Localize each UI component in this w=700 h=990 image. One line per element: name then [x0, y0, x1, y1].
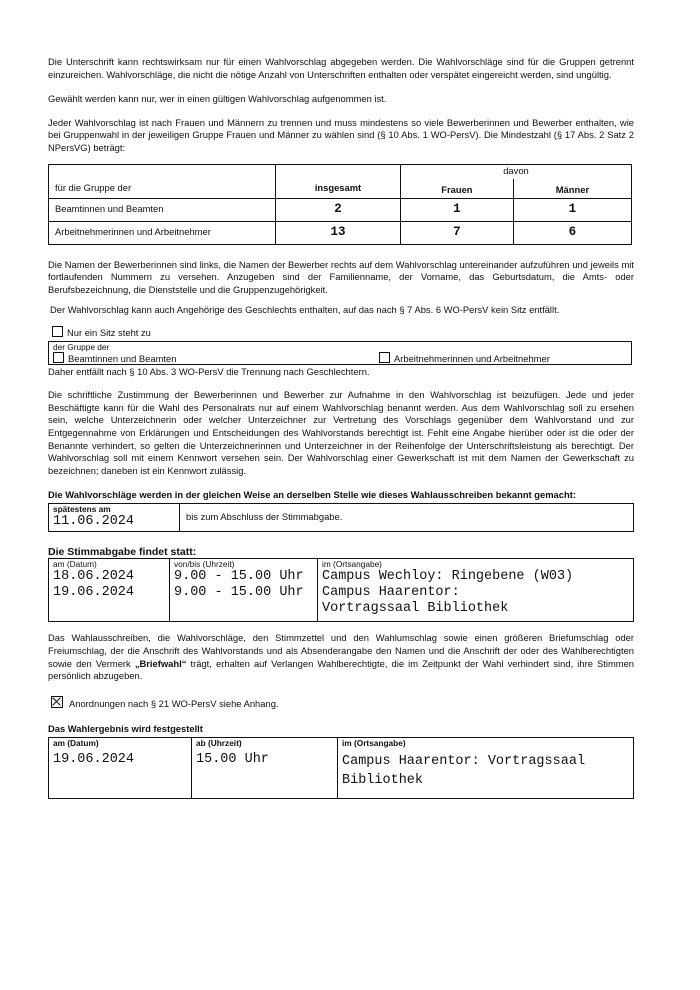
single-seat-label: Nur ein Sitz steht zu: [67, 326, 151, 338]
result-date-value: 19.06.2024: [53, 752, 135, 768]
postal-text-after: trägt, erhalten auf Verlangen Wahlberechtigte, die im Zeitpunkt der Wahl verhindert sind, ihre Stimmen persönlich abzugeben.: [48, 657, 634, 682]
row-women: 1: [401, 198, 514, 221]
table-row: [49, 198, 632, 221]
single-seat-option[interactable]: [48, 326, 634, 340]
voting-place-label: im (Ortsangabe): [322, 559, 382, 570]
result-place-cell: [337, 738, 633, 798]
names-paragraph: Die Namen der Bewerberinnen sind links, die Namen der Bewerber rechts auf dem Wahlvorschlag untereinander aufzuführen und jeweils mit fortlaufenden Nummern zu versehen. Anzugeben sind der Familienname, der Vorname, das Geburtsdatum, die Amts- oder Berufsbezeichnung, die Dienststelle und die Gruppenzugehörigkeit.: [48, 258, 634, 295]
result-time-cell: [191, 738, 338, 798]
voting-box: [48, 558, 634, 622]
header-group: für die Gruppe der: [49, 164, 276, 198]
consent-paragraph: Die schriftliche Zustimmung der Bewerberinnen und Bewerber zur Aufnahme in den Wahlvorschlag ist beizufügen. Jede und jeder Beschäftigte kann für die Wahl des Personalrats nur auf einem Wahlvorschlag benannt werden. Aus dem Wahlvorschlag soll zu ersehen sein, welche Unterzeichnerin oder welcher Unterzeichner zur Vertretung des Vorschlags gegenüber dem Wahlvorstand und zur Entgegennahme von Erklärungen und Entscheidungen des Wahlvorstands berechtigt ist. Fehlt eine Angabe hierüber oder ist die oder der Benannte verhindert, so gelten die Unterzeichnerinnen und Unterzeichner in der Reihenfolge der Unterschriftsleistung als berechtigt. Der Wahlvorschlag soll mit einem Kennwort versehen sein. Der Wahlvorschlag einer Gewerkschaft ist mit dem Namen der Gewerkschaft zu bezeichnen; daneben ist ein Kennwort zulässig.: [48, 389, 634, 476]
voting-date-2: 19.06.2024: [53, 585, 135, 601]
row-group: Arbeitnehmerinnen und Arbeitnehmer: [49, 221, 276, 244]
voting-time-cell: [169, 559, 318, 621]
result-time-value: 15.00 Uhr: [196, 752, 269, 768]
voting-date-cell: [49, 559, 169, 621]
publish-date-label: spätestens am: [53, 503, 111, 514]
minimum-count-table: [48, 164, 632, 245]
header-total: insgesamt: [276, 164, 401, 198]
gender-seat-paragraph: Der Wahlvorschlag kann auch Angehörige des Geschlechts enthalten, auf das nach § 7 Abs. 6 WO-PersV kein Sitz entfällt.: [50, 304, 560, 316]
intro-paragraph-gender-split: Jeder Wahlvorschlag ist nach Frauen und Männern zu trennen und muss mindestens so viele Bewerberinnen und Bewerber enthalten, wie bei Gruppenwahl in der jeweiligen Gruppe Frauen und Männer zu wählen sind (§ 10 Abs. 1 WO-PersV). Die Mindestzahl (§ 17 Abs. 2 Satz 2 NPersVG) beträgt:: [48, 116, 634, 153]
single-seat-checkbox[interactable]: [52, 326, 63, 337]
row-men: 6: [513, 221, 631, 244]
voting-time-label: von/bis (Uhrzeit): [174, 559, 235, 570]
voting-time-1: 9.00 - 15.00 Uhr: [174, 569, 304, 585]
voting-time-2: 9.00 - 15.00 Uhr: [174, 585, 304, 601]
voting-date-1: 18.06.2024: [53, 569, 135, 585]
result-place-value: Campus Haarentor: Vortragssaal Bibliothek: [342, 754, 586, 789]
no-gender-split-note: Daher entfällt nach § 10 Abs. 3 WO-PersV die Trennung nach Geschlechtern.: [48, 365, 370, 377]
postal-vote-paragraph: [48, 632, 634, 682]
row-women: 7: [401, 221, 514, 244]
result-date-label: am (Datum): [53, 738, 99, 749]
intro-paragraph-eligibility: Gewählt werden kann nur, wer in einen gültigen Wahlvorschlag aufgenommen ist.: [48, 93, 387, 105]
beamte-checkbox[interactable]: [53, 352, 64, 363]
header-men: Männer: [513, 179, 631, 199]
postal-text-before: Das Wahlausschreiben, die Wahlvorschläge, den Stimmzettel und den Wahlumschlag sowie einen größeren Briefumschlag oder Freiumschlag, der die Anschrift des Wahlvorstands und als Absenderangabe den Namen und die Anschrift der oder des Wahlberechtigten sowie den Vermerk: [48, 632, 634, 669]
group-selection-box: [48, 341, 632, 365]
arbeitnehmer-checkbox[interactable]: [379, 352, 390, 363]
result-box: [48, 737, 634, 799]
option-beamte[interactable]: [53, 352, 176, 366]
intro-paragraph-signature: Die Unterschrift kann rechtswirksam nur für einen Wahlvorschlag abgegeben werden. Die Wahlvorschläge sind für die Gruppen getrennt einzureichen. Wahlvorschläge, die nicht die nötige Anzahl von Unterschriften enthalten oder verspätet eingereicht werden, sind ungültig.: [48, 56, 634, 80]
result-date-cell: [49, 738, 191, 798]
group-selection-label: der Gruppe der: [53, 341, 110, 352]
publish-until-cell: [179, 504, 633, 531]
header-women: Frauen: [401, 179, 514, 199]
voting-place-2: Campus Haarentor: Vortragssaal Bibliothek: [322, 585, 509, 617]
voting-place-1: Campus Wechloy: Ringebene (W03): [322, 569, 574, 585]
row-group: Beamtinnen und Beamten: [49, 198, 276, 221]
result-time-label: ab (Uhrzeit): [196, 738, 242, 749]
voting-place-cell: [317, 559, 633, 621]
orders-option[interactable]: [48, 696, 634, 711]
publish-box: [48, 503, 634, 532]
beamte-label: Beamtinnen und Beamten: [68, 352, 177, 364]
row-men: 1: [513, 198, 631, 221]
option-arbeitnehmer[interactable]: [379, 352, 550, 366]
result-place-label: im (Ortsangabe): [342, 738, 406, 749]
voting-heading: Die Stimmabgabe findet statt:: [48, 545, 197, 558]
voting-date-label: am (Datum): [53, 559, 97, 570]
publish-date-cell: [49, 504, 179, 531]
publish-until-text: bis zum Abschluss der Stimmabgabe.: [186, 510, 343, 522]
publish-date-value: 11.06.2024: [53, 513, 135, 529]
header-davon: davon: [401, 164, 632, 179]
orders-checkbox[interactable]: [51, 696, 63, 708]
row-total: 2: [276, 198, 401, 221]
document-page: [48, 56, 634, 799]
orders-label: Anordnungen nach § 21 WO-PersV siehe Anhang.: [69, 697, 279, 709]
publish-heading: Die Wahlvorschläge werden in der gleichen Weise an derselben Stelle wie dieses Wahlausschreiben bekannt gemacht:: [48, 489, 576, 501]
arbeitnehmer-label: Arbeitnehmerinnen und Arbeitnehmer: [394, 352, 550, 364]
result-heading: Das Wahlergebnis wird festgestellt: [48, 723, 203, 735]
postal-briefwahl: „Briefwahl“: [134, 657, 187, 669]
row-total: 13: [276, 221, 401, 244]
table-row: [49, 221, 632, 244]
table-header-row-top: [49, 164, 632, 179]
